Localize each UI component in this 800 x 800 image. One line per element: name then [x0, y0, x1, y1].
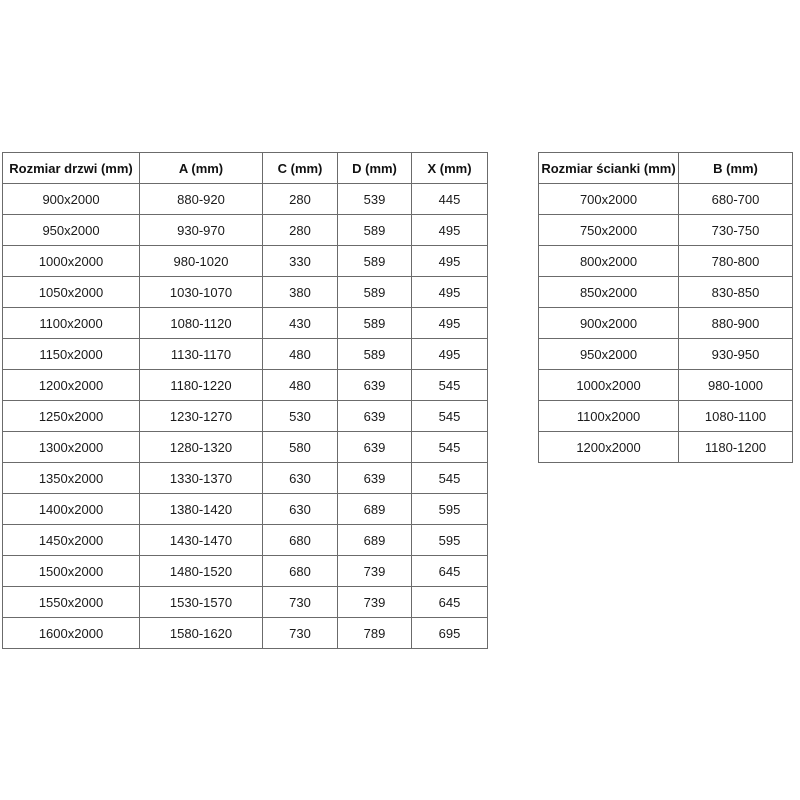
table-cell: 950x2000 [539, 339, 679, 370]
table-cell: 645 [412, 587, 488, 618]
table-cell: 580 [263, 432, 338, 463]
wall-panel-sizes-table [538, 152, 793, 463]
table-cell: 595 [412, 494, 488, 525]
table-cell: 1500x2000 [3, 556, 140, 587]
table-cell: 980-1020 [140, 246, 263, 277]
table-cell: 545 [412, 432, 488, 463]
table-cell: 880-900 [679, 308, 793, 339]
table-cell: 595 [412, 525, 488, 556]
column-header: D (mm) [338, 153, 412, 184]
table-cell: 380 [263, 277, 338, 308]
table-row [3, 401, 488, 432]
table-cell: 1150x2000 [3, 339, 140, 370]
table-cell: 1080-1100 [679, 401, 793, 432]
table-cell: 639 [338, 463, 412, 494]
table-row [3, 432, 488, 463]
table-cell: 789 [338, 618, 412, 649]
table-cell: 1050x2000 [3, 277, 140, 308]
column-header: Rozmiar drzwi (mm) [3, 153, 140, 184]
table-cell: 930-950 [679, 339, 793, 370]
table-row [539, 370, 793, 401]
table-cell: 1380-1420 [140, 494, 263, 525]
table-cell: 495 [412, 339, 488, 370]
table-cell: 930-970 [140, 215, 263, 246]
table-cell: 280 [263, 215, 338, 246]
table-cell: 1330-1370 [140, 463, 263, 494]
table-cell: 589 [338, 277, 412, 308]
table-cell: 1200x2000 [539, 432, 679, 463]
table-cell: 900x2000 [3, 184, 140, 215]
table-cell: 630 [263, 463, 338, 494]
table-cell: 1030-1070 [140, 277, 263, 308]
table-cell: 850x2000 [539, 277, 679, 308]
table-cell: 545 [412, 370, 488, 401]
column-header: Rozmiar ścianki (mm) [539, 153, 679, 184]
table-cell: 1530-1570 [140, 587, 263, 618]
table-cell: 1000x2000 [539, 370, 679, 401]
table-cell: 1080-1120 [140, 308, 263, 339]
table-cell: 545 [412, 401, 488, 432]
table-cell: 689 [338, 494, 412, 525]
table-row [3, 277, 488, 308]
table-cell: 680 [263, 556, 338, 587]
table-cell: 1100x2000 [3, 308, 140, 339]
column-header: X (mm) [412, 153, 488, 184]
table-row [539, 401, 793, 432]
table-cell: 495 [412, 308, 488, 339]
table-cell: 1180-1200 [679, 432, 793, 463]
column-header: C (mm) [263, 153, 338, 184]
table-cell: 1350x2000 [3, 463, 140, 494]
table-cell: 900x2000 [539, 308, 679, 339]
table-cell: 1280-1320 [140, 432, 263, 463]
table-row [3, 370, 488, 401]
table-row [539, 277, 793, 308]
table-cell: 1100x2000 [539, 401, 679, 432]
table-cell: 680-700 [679, 184, 793, 215]
table-cell: 430 [263, 308, 338, 339]
table-cell: 645 [412, 556, 488, 587]
table-cell: 830-850 [679, 277, 793, 308]
table-cell: 730 [263, 587, 338, 618]
table-cell: 1200x2000 [3, 370, 140, 401]
table-row [3, 494, 488, 525]
table-cell: 445 [412, 184, 488, 215]
table-cell: 1400x2000 [3, 494, 140, 525]
table-cell: 1230-1270 [140, 401, 263, 432]
table-row [539, 339, 793, 370]
table-cell: 695 [412, 618, 488, 649]
table-row [3, 463, 488, 494]
table-cell: 750x2000 [539, 215, 679, 246]
table-row [3, 246, 488, 277]
header-row [539, 153, 793, 184]
table-cell: 780-800 [679, 246, 793, 277]
table-cell: 530 [263, 401, 338, 432]
table-row [3, 556, 488, 587]
table-cell: 689 [338, 525, 412, 556]
table-cell: 980-1000 [679, 370, 793, 401]
table-cell: 639 [338, 401, 412, 432]
table-row [3, 618, 488, 649]
table-cell: 639 [338, 370, 412, 401]
table-cell: 589 [338, 246, 412, 277]
table-cell: 880-920 [140, 184, 263, 215]
table-row [539, 215, 793, 246]
table-cell: 495 [412, 215, 488, 246]
table-cell: 680 [263, 525, 338, 556]
table-cell: 1480-1520 [140, 556, 263, 587]
table-cell: 495 [412, 246, 488, 277]
table-cell: 1580-1620 [140, 618, 263, 649]
table-cell: 1180-1220 [140, 370, 263, 401]
door-sizes-table [2, 152, 488, 649]
table-cell: 739 [338, 556, 412, 587]
table-cell: 1430-1470 [140, 525, 263, 556]
table-row [3, 308, 488, 339]
table-row [3, 525, 488, 556]
table-cell: 1300x2000 [3, 432, 140, 463]
table-cell: 480 [263, 370, 338, 401]
table-row [3, 215, 488, 246]
table-cell: 589 [338, 215, 412, 246]
table-cell: 739 [338, 587, 412, 618]
table-row [539, 308, 793, 339]
table-cell: 495 [412, 277, 488, 308]
table-cell: 950x2000 [3, 215, 140, 246]
table-row [3, 184, 488, 215]
table-cell: 1130-1170 [140, 339, 263, 370]
table-cell: 1000x2000 [3, 246, 140, 277]
table-cell: 589 [338, 339, 412, 370]
table-row [539, 184, 793, 215]
table-cell: 639 [338, 432, 412, 463]
table-cell: 700x2000 [539, 184, 679, 215]
table-cell: 480 [263, 339, 338, 370]
table-row [3, 339, 488, 370]
table-cell: 630 [263, 494, 338, 525]
table-row [539, 432, 793, 463]
table-cell: 1450x2000 [3, 525, 140, 556]
table-row [539, 246, 793, 277]
table-cell: 330 [263, 246, 338, 277]
table-cell: 800x2000 [539, 246, 679, 277]
table-cell: 730-750 [679, 215, 793, 246]
column-header: B (mm) [679, 153, 793, 184]
table-cell: 545 [412, 463, 488, 494]
header-row [3, 153, 488, 184]
column-header: A (mm) [140, 153, 263, 184]
table-cell: 589 [338, 308, 412, 339]
table-cell: 730 [263, 618, 338, 649]
table-cell: 1600x2000 [3, 618, 140, 649]
table-cell: 280 [263, 184, 338, 215]
table-cell: 1250x2000 [3, 401, 140, 432]
table-cell: 539 [338, 184, 412, 215]
table-row [3, 587, 488, 618]
table-cell: 1550x2000 [3, 587, 140, 618]
